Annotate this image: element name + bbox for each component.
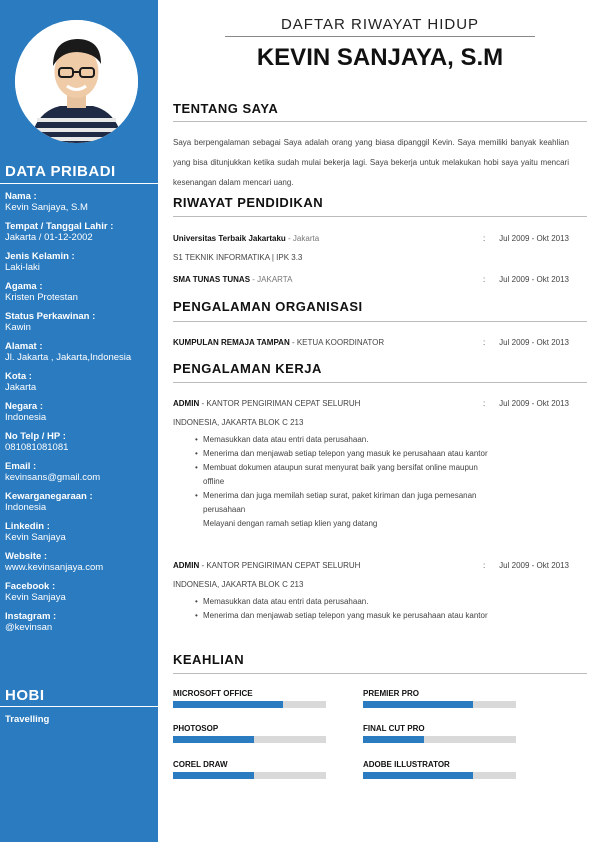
field-nama: Nama : Kevin Sanjaya, S.M	[5, 191, 88, 213]
field-facebook: Facebook : Kevin Sanjaya	[5, 581, 66, 603]
work-duties	[195, 595, 495, 623]
field-status: Status Perkawinan : Kawin	[5, 311, 96, 333]
skill-bar-fill	[363, 701, 473, 708]
candidate-name: KEVIN SANJAYA, S.M	[256, 44, 504, 71]
field-website: Website : www.kevinsanjaya.com	[5, 551, 104, 573]
field-agama: Agama : Kristen Protestan	[5, 281, 78, 303]
skill-bar	[173, 736, 326, 743]
about-text: Saya berpengalaman sebagai Saya adalah orang yang biasa dipanggil Kevin. Saya memiliki banyak keahlian yang bisa ditunjukkan ketika sudah mulai bekerja lagi. Saya bekerja untuk melakukan hobi saya yaitu mencari kesenangan dalam mencari uang.	[173, 138, 569, 187]
avatar-icon	[15, 20, 138, 143]
skill-bar-fill	[173, 736, 254, 743]
field-linkedin: Linkedin : Kevin Sanjaya	[5, 521, 66, 543]
skill-bar-fill	[173, 701, 283, 708]
list-item: • Menerima dan juga memilah setiap surat, paket kiriman dan juga pemesanan perusahaan	[195, 489, 495, 517]
list-item: • Memasukkan data atau entri data perusahaan.	[195, 433, 495, 447]
section-divider	[173, 382, 587, 383]
document-subtitle: DAFTAR RIWAYAT HIDUP	[280, 16, 480, 33]
work-row: ADMIN - KANTOR PENGIRIMAN CEPAT SELURUH : Jul 2009 - Okt 2013	[173, 399, 569, 408]
skill-corel-draw: COREL DRAW	[173, 760, 326, 779]
hobi-title: HOBI	[5, 687, 45, 704]
list-item: • Membuat dokumen ataupun surat menyurat baik yang bersifat online maupun offline	[195, 461, 495, 489]
education-row: Universitas Terbaik Jakartaku - Jakarta : Jul 2009 - Okt 2013	[173, 234, 569, 243]
skill-premier-pro: PREMIER PRO	[363, 689, 516, 708]
skill-bar-fill	[363, 772, 473, 779]
skill-final-cut-pro: FINAL CUT PRO	[363, 724, 516, 743]
section-divider	[173, 321, 587, 322]
profile-photo	[15, 20, 138, 143]
work-location: INDONESIA, JAKARTA BLOK C 213	[173, 418, 304, 427]
education-detail: S1 TEKNIK INFORMATIKA | IPK 3.3	[173, 253, 303, 262]
skill-bar-fill	[173, 772, 254, 779]
section-divider	[173, 216, 587, 217]
data-pribadi-title: DATA PRIBADI	[5, 163, 116, 180]
section-title-about: TENTANG SAYA	[173, 101, 279, 116]
skill-bar-fill	[363, 736, 424, 743]
skill-bar	[173, 701, 326, 708]
list-item: • Memasukkan data atau entri data perusahaan.	[195, 595, 495, 609]
work-row: ADMIN - KANTOR PENGIRIMAN CEPAT SELURUH : Jul 2009 - Okt 2013	[173, 561, 569, 570]
section-title-skills: KEAHLIAN	[173, 652, 245, 667]
list-item: • Menerima dan menjawab setiap telepon yang masuk ke perusahaan atau kantor	[195, 447, 495, 461]
education-row: SMA TUNAS TUNAS - JAKARTA : Jul 2009 - Okt 2013	[173, 275, 569, 284]
sidebar	[0, 0, 158, 842]
header-divider	[225, 36, 535, 37]
section-title-organization: PENGALAMAN ORGANISASI	[173, 299, 363, 314]
work-duties	[195, 433, 495, 531]
hobi-item: Travelling	[5, 714, 50, 725]
skill-bar	[363, 772, 516, 779]
divider	[0, 706, 158, 707]
section-title-work: PENGALAMAN KERJA	[173, 361, 322, 376]
skill-photoshop: PHOTOSOP	[173, 724, 326, 743]
skill-microsoft-office: MICROSOFT OFFICE	[173, 689, 326, 708]
field-ttl: Tempat / Tanggal Lahir : Jakarta / 01-12-2002	[5, 221, 114, 243]
field-email: Email : kevinsans@gmail.com	[5, 461, 101, 483]
section-divider	[173, 673, 587, 674]
section-divider	[173, 121, 587, 122]
list-item: Melayani dengan ramah setiap klien yang datang	[203, 519, 378, 528]
skill-bar	[363, 736, 516, 743]
field-kewarganegaraan: Kewarganegaraan : Indonesia	[5, 491, 93, 513]
field-negara: Negara : Indonesia	[5, 401, 47, 423]
field-jenis-kelamin: Jenis Kelamin : Laki-laki	[5, 251, 75, 273]
list-item: • Menerima dan menjawab setiap telepon yang masuk ke perusahaan atau kantor	[195, 609, 495, 623]
field-telp: No Telp / HP : 081081081081	[5, 431, 69, 453]
field-instagram: Instagram : @kevinsan	[5, 611, 57, 633]
skill-bar	[173, 772, 326, 779]
section-title-education: RIWAYAT PENDIDIKAN	[173, 195, 324, 210]
field-alamat: Alamat : Jl. Jakarta , Jakarta,Indonesia	[5, 341, 132, 363]
skill-bar	[363, 701, 516, 708]
divider	[0, 183, 158, 184]
organization-row: KUMPULAN REMAJA TAMPAN - KETUA KOORDINATOR : Jul 2009 - Okt 2013	[173, 338, 569, 347]
skill-adobe-illustrator: ADOBE ILLUSTRATOR	[363, 760, 516, 779]
work-location: INDONESIA, JAKARTA BLOK C 213	[173, 580, 304, 589]
field-kota: Kota : Jakarta	[5, 371, 37, 393]
